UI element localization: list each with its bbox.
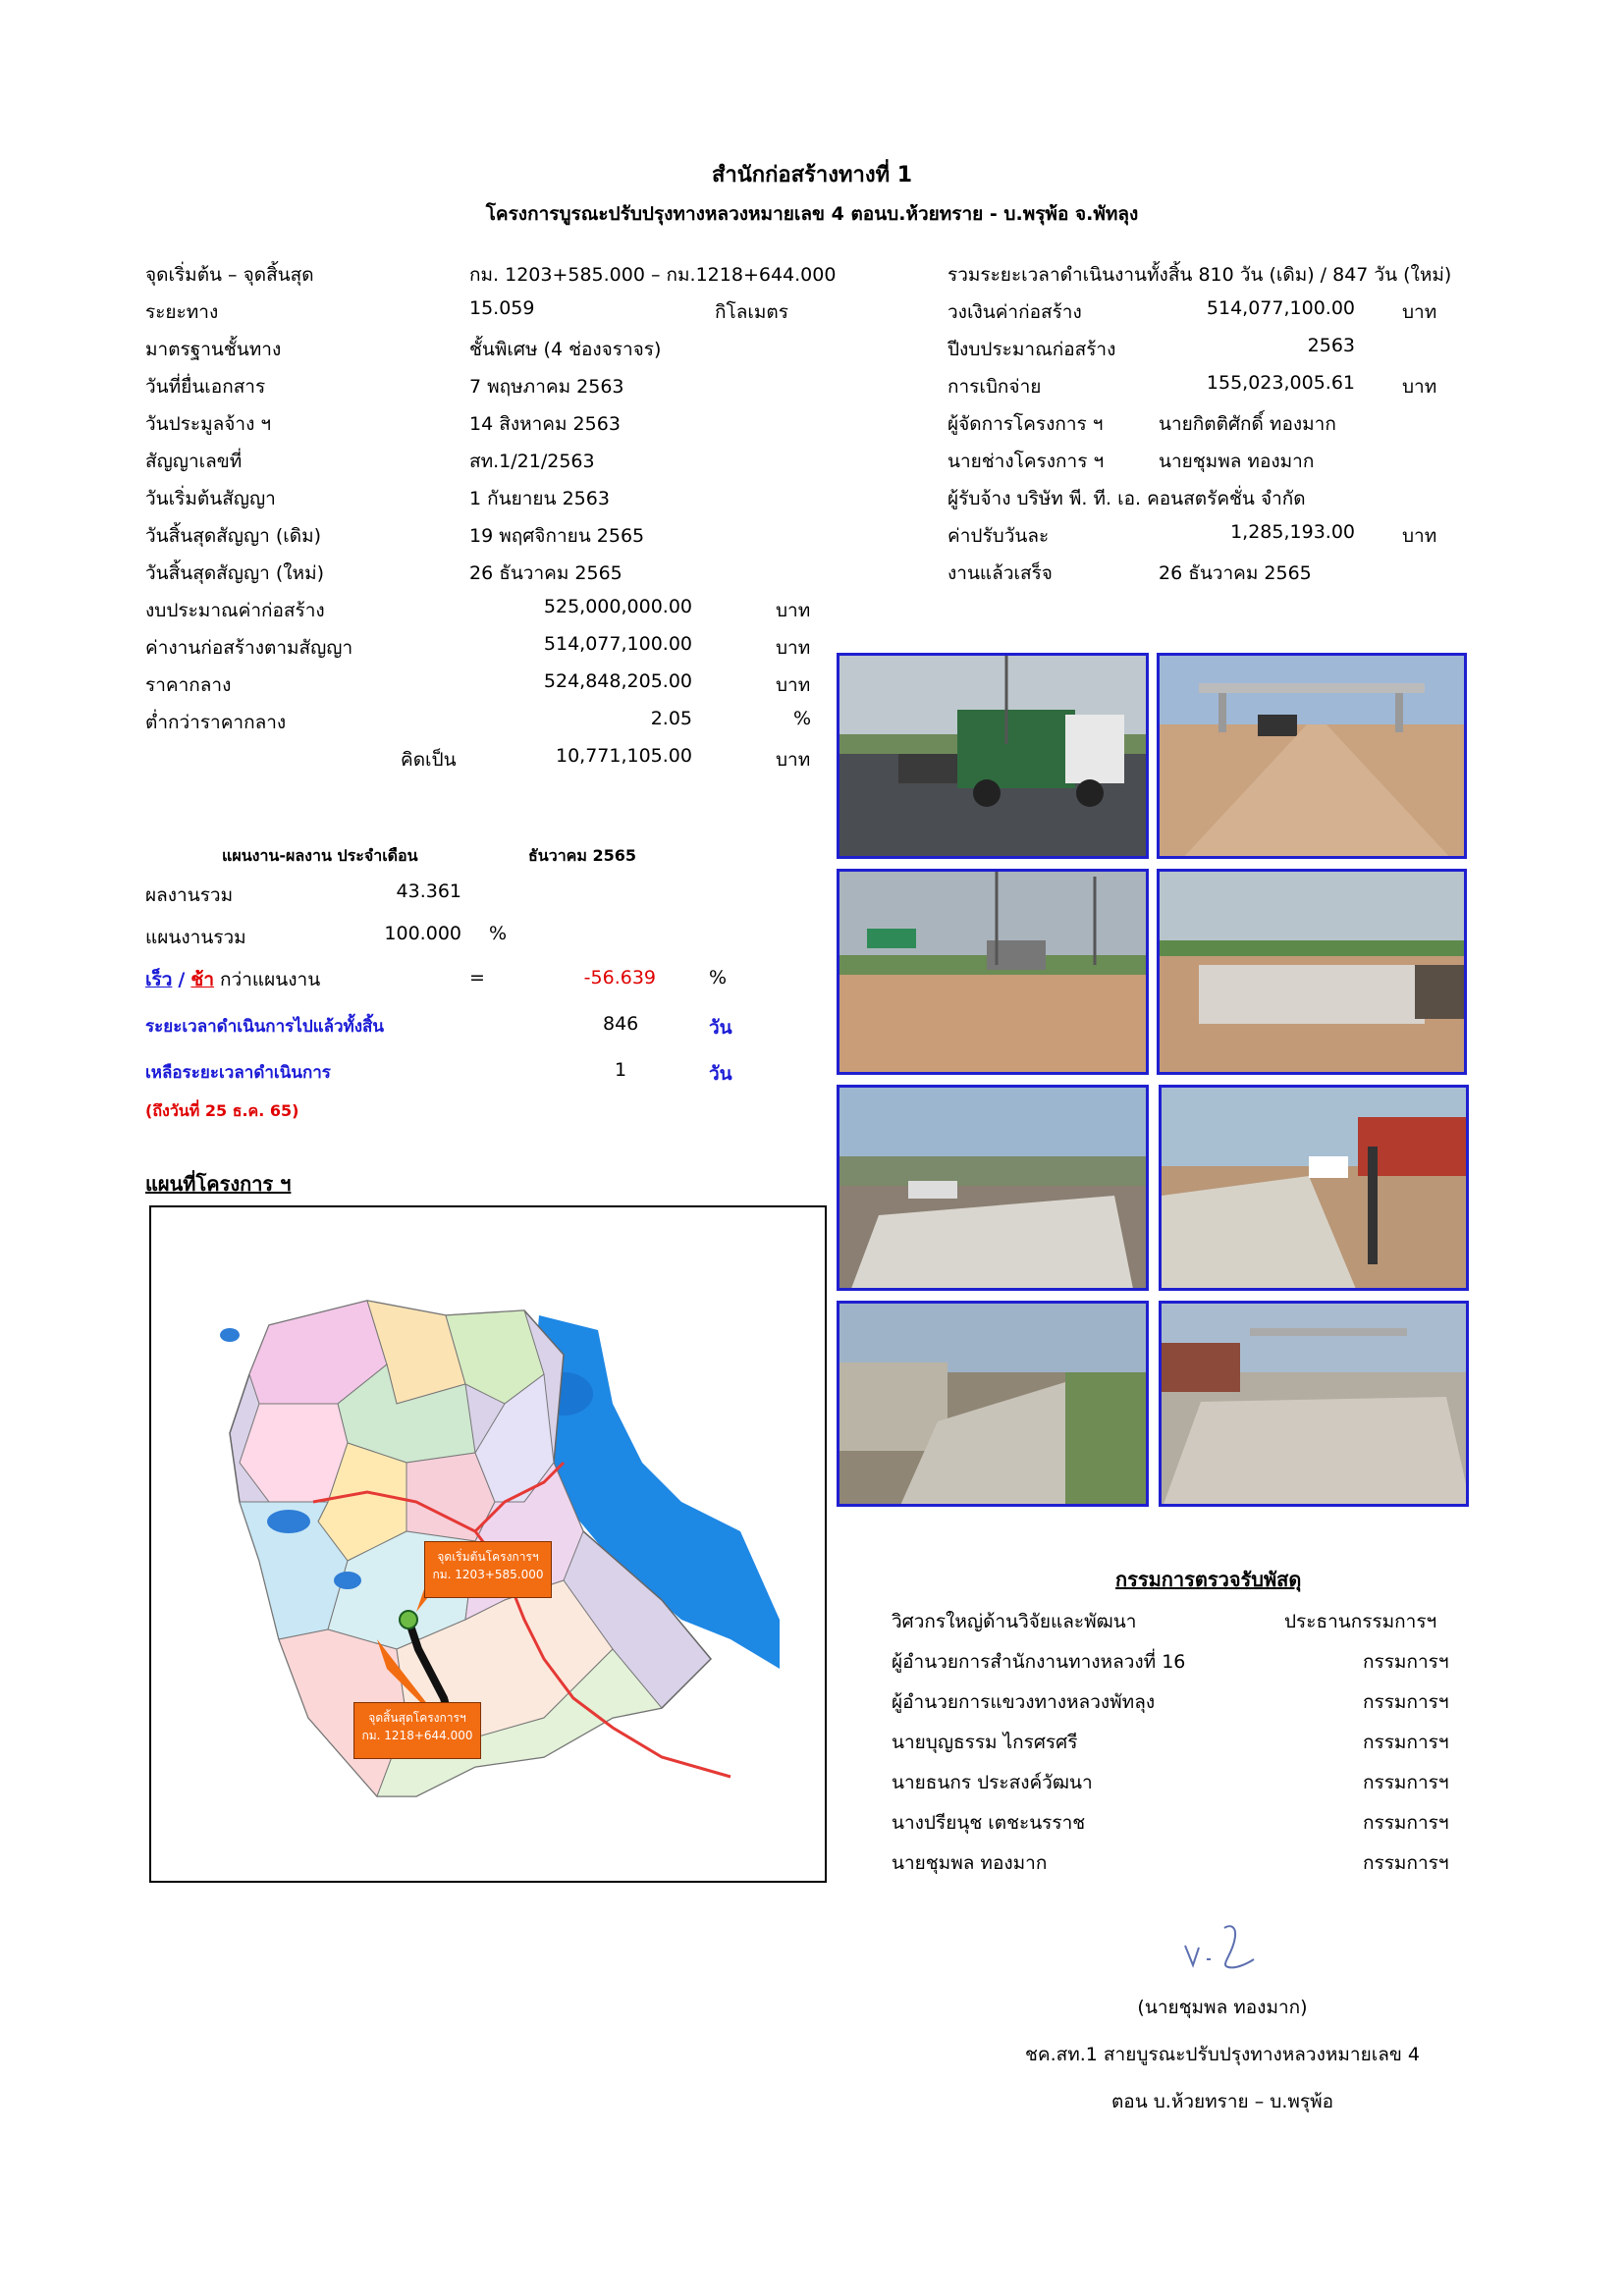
equals-sign: =	[469, 967, 485, 988]
signature-position-line2: ตอน บ.ห้วยทราย – บ.พรุพ้อ	[1110, 2091, 1334, 2112]
remain-value: 1	[615, 1059, 627, 1081]
info-unit: กิโลเมตร	[715, 301, 788, 323]
signature-name: (นายชุมพล ทองมาก)	[1137, 1997, 1308, 2018]
site-photo-4	[1157, 869, 1467, 1075]
budget-unit: บาท	[776, 674, 811, 696]
fine-value: 1,285,193.00	[1230, 521, 1355, 543]
remain-label: เหลือระยะเวลาดำเนินการ	[145, 1063, 331, 1083]
elapsed-unit: วัน	[709, 1017, 732, 1039]
budget-label: งบประมาณค่าก่อสร้าง	[145, 600, 325, 621]
diff-value: -56.639	[583, 967, 656, 988]
site-photo-1	[837, 653, 1149, 859]
diff-label: กว่าแผนงาน	[220, 969, 321, 990]
fast-slow-row	[145, 965, 320, 994]
site-photo-3	[837, 869, 1149, 1075]
committee-member-role: กรรมการฯ	[1363, 1772, 1449, 1793]
done-label: งานแล้วเสร็จ	[947, 562, 1053, 584]
info-value: 26 ธันวาคม 2565	[469, 562, 623, 584]
committee-title: กรรมการตรวจรับพัสดุ	[1115, 1568, 1302, 1591]
budget-value: 514,077,100.00	[543, 633, 692, 655]
site-photo-7	[837, 1301, 1149, 1507]
committee-member-name: นายชุมพล ทองมาก	[892, 1852, 1048, 1874]
photo-finished-concrete	[1162, 1304, 1469, 1507]
committee-member-role: กรรมการฯ	[1363, 1852, 1449, 1874]
budget-label: คิดเป็น	[401, 749, 457, 771]
photo-concrete-slab	[839, 1088, 1149, 1291]
plan-label: แผนงานรวม	[145, 927, 246, 948]
right-value: นายชุมพล ทองมาก	[1159, 451, 1315, 472]
fine-unit: บาท	[1402, 525, 1437, 547]
fine-label: ค่าปรับวันละ	[947, 525, 1050, 547]
actual-value: 43.361	[396, 881, 461, 902]
right-label: นายช่างโครงการ ฯ	[947, 451, 1105, 472]
photo-drainage-box	[1160, 872, 1467, 1075]
photo-milling-truck	[839, 656, 1149, 859]
site-photo-5	[837, 1085, 1149, 1291]
budget-value: 2.05	[650, 708, 692, 729]
right-unit: บาท	[1402, 301, 1437, 323]
right-unit: บาท	[1402, 376, 1437, 398]
info-label: วันสิ้นสุดสัญญา (เดิม)	[145, 525, 322, 547]
site-photo-8	[1159, 1301, 1469, 1507]
info-label: สัญญาเลขที่	[145, 451, 243, 472]
budget-value: 524,848,205.00	[543, 670, 692, 692]
info-value: กม. 1203+585.000 – กม.1218+644.000	[469, 264, 837, 286]
as-of-date: (ถึงวันที่ 25 ธ.ค. 65)	[145, 1101, 299, 1120]
budget-label: ค่างานก่อสร้างตามสัญญา	[145, 637, 353, 659]
committee-member-role: กรรมการฯ	[1363, 1651, 1449, 1673]
committee-member-role: กรรมการฯ	[1363, 1691, 1449, 1713]
info-value: 19 พฤศจิกายน 2565	[469, 525, 645, 547]
info-value: 1 กันยายน 2563	[469, 488, 610, 509]
photo-gravel-road	[1160, 656, 1467, 859]
budget-label: ราคากลาง	[145, 674, 232, 696]
end-callout-label: จุดสิ้นสุดโครงการฯ	[368, 1711, 466, 1725]
right-label: ปีงบประมาณก่อสร้าง	[947, 339, 1116, 360]
committee-member-name: นายบุญธรรม ไกรศรศรี	[892, 1732, 1078, 1753]
info-label: ระยะทาง	[145, 301, 219, 323]
done-value: 26 ธันวาคม 2565	[1159, 562, 1312, 584]
project-title: โครงการบูรณะปรับปรุงทางหลวงหมายเลข 4 ตอนบ.ห้วยทราย - บ.พรุพ้อ จ.พัทลุง	[485, 203, 1139, 225]
slow-label: ช้า	[190, 969, 214, 990]
map-heading: แผนที่โครงการ ฯ	[145, 1172, 292, 1196]
remain-unit: วัน	[709, 1063, 732, 1085]
budget-unit: %	[793, 708, 812, 729]
info-value: 7 พฤษภาคม 2563	[469, 376, 624, 398]
budget-unit: บาท	[776, 600, 811, 621]
info-label: มาตรฐานชั้นทาง	[145, 339, 282, 360]
info-label: วันประมูลจ้าง ฯ	[145, 413, 272, 435]
info-label: จุดเริ่มต้น – จุดสิ้นสุด	[145, 264, 314, 286]
info-value: 15.059	[469, 297, 535, 319]
committee-member-role: ประธานกรรมการฯ	[1284, 1611, 1437, 1632]
signature-position-line1: ชค.สท.1 สายบูรณะปรับปรุงทางหลวงหมายเลข 4	[1025, 2044, 1420, 2065]
office-title: สำนักก่อสร้างทางที่ 1	[711, 163, 913, 187]
right-label: ผู้จัดการโครงการ ฯ	[947, 413, 1104, 435]
progress-month: ธันวาคม 2565	[528, 846, 637, 865]
map-start-callout	[424, 1541, 552, 1598]
diff-unit: %	[709, 967, 728, 988]
fast-label: เร็ว	[145, 969, 173, 990]
photo-concrete-pour	[839, 1304, 1149, 1507]
progress-title: แผนงาน-ผลงาน ประจำเดือน	[222, 846, 418, 865]
info-value: สท.1/21/2563	[469, 451, 595, 472]
slash: /	[178, 969, 186, 990]
site-photo-6	[1159, 1085, 1469, 1291]
map-end-callout	[353, 1702, 481, 1759]
photo-road-work	[839, 872, 1149, 1075]
actual-label: ผลงานรวม	[145, 884, 234, 906]
plan-unit: %	[489, 923, 508, 944]
right-value: 155,023,005.61	[1206, 372, 1355, 394]
start-callout-label: จุดเริ่มต้นโครงการฯ	[437, 1550, 539, 1564]
plan-value: 100.000	[384, 923, 461, 944]
committee-member-name: นางปรียนุช เตชะนรราช	[892, 1812, 1086, 1834]
right-label: วงเงินค่าก่อสร้าง	[947, 301, 1082, 323]
right-value: นายกิตติศักดิ์ ทองมาก	[1159, 413, 1336, 435]
committee-member-role: กรรมการฯ	[1363, 1732, 1449, 1753]
committee-member-name: นายธนกร ประสงค์วัฒนา	[892, 1772, 1093, 1793]
right-value: 514,077,100.00	[1206, 297, 1355, 319]
info-label: วันเริ่มต้นสัญญา	[145, 488, 276, 509]
handwritten-signature	[1173, 1914, 1272, 1983]
site-photo-2	[1157, 653, 1467, 859]
elapsed-label: ระยะเวลาดำเนินการไปแล้วทั้งสิ้น	[145, 1017, 385, 1037]
budget-label: ต่ำกว่าราคากลาง	[145, 712, 287, 733]
right-label: การเบิกจ่าย	[947, 376, 1042, 398]
budget-value: 525,000,000.00	[543, 596, 692, 617]
budget-value: 10,771,105.00	[555, 745, 692, 767]
end-callout-km: กม. 1218+644.000	[361, 1729, 473, 1742]
info-label: วันที่ยื่นเอกสาร	[145, 376, 266, 398]
photo-worker-slab	[1162, 1088, 1469, 1291]
info-value: ชั้นพิเศษ (4 ช่องจราจร)	[469, 339, 662, 360]
committee-member-name: วิศวกรใหญ่ด้านวิจัยและพัฒนา	[892, 1611, 1137, 1632]
info-value: 14 สิงหาคม 2563	[469, 413, 621, 435]
right-value: 2563	[1307, 335, 1355, 356]
committee-member-name: ผู้อำนวยการแขวงทางหลวงพัทลุง	[892, 1691, 1156, 1713]
project-map	[149, 1205, 827, 1883]
elapsed-value: 846	[603, 1013, 639, 1035]
duration-text: รวมระยะเวลาดำเนินงานทั้งสิ้น 810 วัน (เดิม) / 847 วัน (ใหม่)	[947, 264, 1452, 286]
info-label: วันสิ้นสุดสัญญา (ใหม่)	[145, 562, 325, 584]
budget-unit: บาท	[776, 637, 811, 659]
contractor-text: ผู้รับจ้าง บริษัท พี. ที. เอ. คอนสตรัคชั่น จำกัด	[947, 488, 1306, 509]
budget-unit: บาท	[776, 749, 811, 771]
start-callout-km: กม. 1203+585.000	[432, 1568, 544, 1581]
committee-member-role: กรรมการฯ	[1363, 1812, 1449, 1834]
committee-member-name: ผู้อำนวยการสำนักงานทางหลวงที่ 16	[892, 1651, 1186, 1673]
